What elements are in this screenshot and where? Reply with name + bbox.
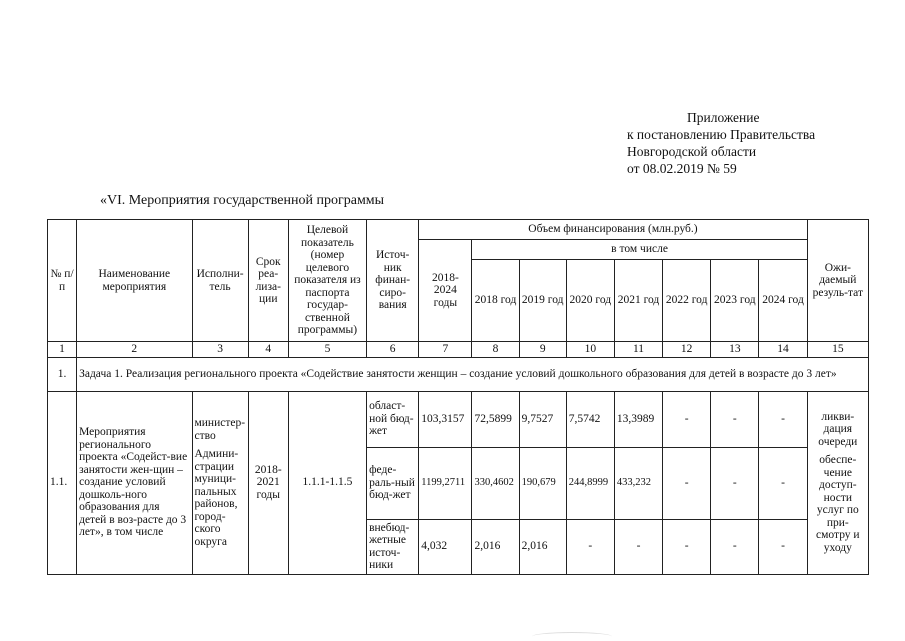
- source-value: -: [566, 519, 614, 574]
- header-num: № п/п: [48, 220, 77, 342]
- source-value: -: [663, 447, 711, 519]
- source-value: 244,8999: [566, 447, 614, 519]
- task-description: Задача 1. Реализация регионального проекта «Содействие занятости женщин – создание условий дошкольного образования для детей в возрасте до 3 лет»: [77, 357, 869, 391]
- source-value: -: [759, 391, 807, 447]
- activity-number: 1.1.: [48, 391, 77, 574]
- column-number: 1: [48, 342, 77, 358]
- executor-ministry: министер-ство: [194, 417, 246, 442]
- source-total: 1199,2711: [419, 447, 472, 519]
- header-funding: Объем финансирования (млн.руб.): [419, 220, 807, 240]
- column-number: 15: [807, 342, 868, 358]
- header-source: Источ-ник финан-сиро-вания: [367, 220, 419, 342]
- column-number: 4: [248, 342, 288, 358]
- header-period: Срок реа-лиза-ции: [248, 220, 288, 342]
- source-value: -: [759, 447, 807, 519]
- header-executor: Исполни-тель: [192, 220, 248, 342]
- header-year: 2024 год: [759, 260, 807, 342]
- column-number: 2: [77, 342, 192, 358]
- column-number: 13: [711, 342, 759, 358]
- source-value: 330,4602: [472, 447, 519, 519]
- source-value: -: [614, 519, 662, 574]
- header-target: Целевой показатель (номер целевого показателя из паспорта государ-ственной программы): [288, 220, 366, 342]
- source-value: -: [663, 519, 711, 574]
- activities-table: [47, 219, 869, 575]
- column-number: 10: [566, 342, 614, 358]
- source-value: 2,016: [519, 519, 566, 574]
- appendix-title: Приложение: [687, 110, 760, 125]
- header-year: 2021 год: [614, 260, 662, 342]
- activity-period: 2018-2021 годы: [248, 391, 288, 574]
- source-value: -: [711, 519, 759, 574]
- source-value: -: [711, 447, 759, 519]
- header-including: в том числе: [472, 240, 807, 260]
- source-extrabudgetary: внебюд-жетные источ-ники: [367, 519, 419, 574]
- section-title: «VI. Мероприятия государственной программы: [100, 193, 385, 208]
- activity-executor: [192, 391, 248, 574]
- result-accessibility: обеспе-чение доступ-ности услуг по при-смотру и уходу: [816, 454, 860, 554]
- source-value: 13,3989: [614, 391, 662, 447]
- appendix-line-resolution: к постановлению Правительства: [627, 127, 816, 142]
- column-number: 3: [192, 342, 248, 358]
- source-value: -: [711, 391, 759, 447]
- column-number: 5: [288, 342, 366, 358]
- column-number: 7: [419, 342, 472, 358]
- source-value: 72,5899: [472, 391, 519, 447]
- source-total: 4,032: [419, 519, 472, 574]
- source-value: 190,679: [519, 447, 566, 519]
- source-federal-budget: феде-раль-ный бюд-жет: [367, 447, 419, 519]
- source-value: 9,7527: [519, 391, 566, 447]
- column-number: 12: [663, 342, 711, 358]
- header-year: 2020 год: [566, 260, 614, 342]
- task-number: 1.: [48, 357, 77, 391]
- header-year: 2022 год: [663, 260, 711, 342]
- header-name: Наименование мероприятия: [77, 220, 192, 342]
- appendix-line-region: Новгородской области: [627, 144, 757, 159]
- header-year: 2023 год: [711, 260, 759, 342]
- source-total: 103,3157: [419, 391, 472, 447]
- column-number: 14: [759, 342, 807, 358]
- appendix-line-date: от 08.02.2019 № 59: [627, 161, 737, 176]
- header-result: Ожи-даемый резуль-тат: [807, 220, 868, 342]
- source-value: -: [663, 391, 711, 447]
- column-number: 11: [614, 342, 662, 358]
- appendix-block: [627, 109, 815, 177]
- result-queue: ликви-дация очереди: [818, 410, 858, 448]
- header-year: 2018 год: [472, 260, 519, 342]
- column-number: 6: [367, 342, 419, 358]
- activity-target: 1.1.1-1.1.5: [288, 391, 366, 574]
- activity-name: Мероприятия регионального проекта «Содейст-вие занятости жен-щин – создание условий дошколь-ного образования для детей в воз-расте до 3 лет», в том числе: [77, 391, 192, 574]
- header-year: 2019 год: [519, 260, 566, 342]
- source-value: 2,016: [472, 519, 519, 574]
- column-number: 8: [472, 342, 519, 358]
- source-regional-budget: област-ной бюд-жет: [367, 391, 419, 447]
- executor-administrations: Админи-страции муници-пальных районов, город-ского округа: [194, 448, 239, 548]
- source-value: 433,232: [614, 447, 662, 519]
- activity-result: [807, 391, 868, 574]
- source-value: 7,5742: [566, 391, 614, 447]
- header-total: 2018-2024 годы: [419, 240, 472, 342]
- column-number: 9: [519, 342, 566, 358]
- source-value: -: [759, 519, 807, 574]
